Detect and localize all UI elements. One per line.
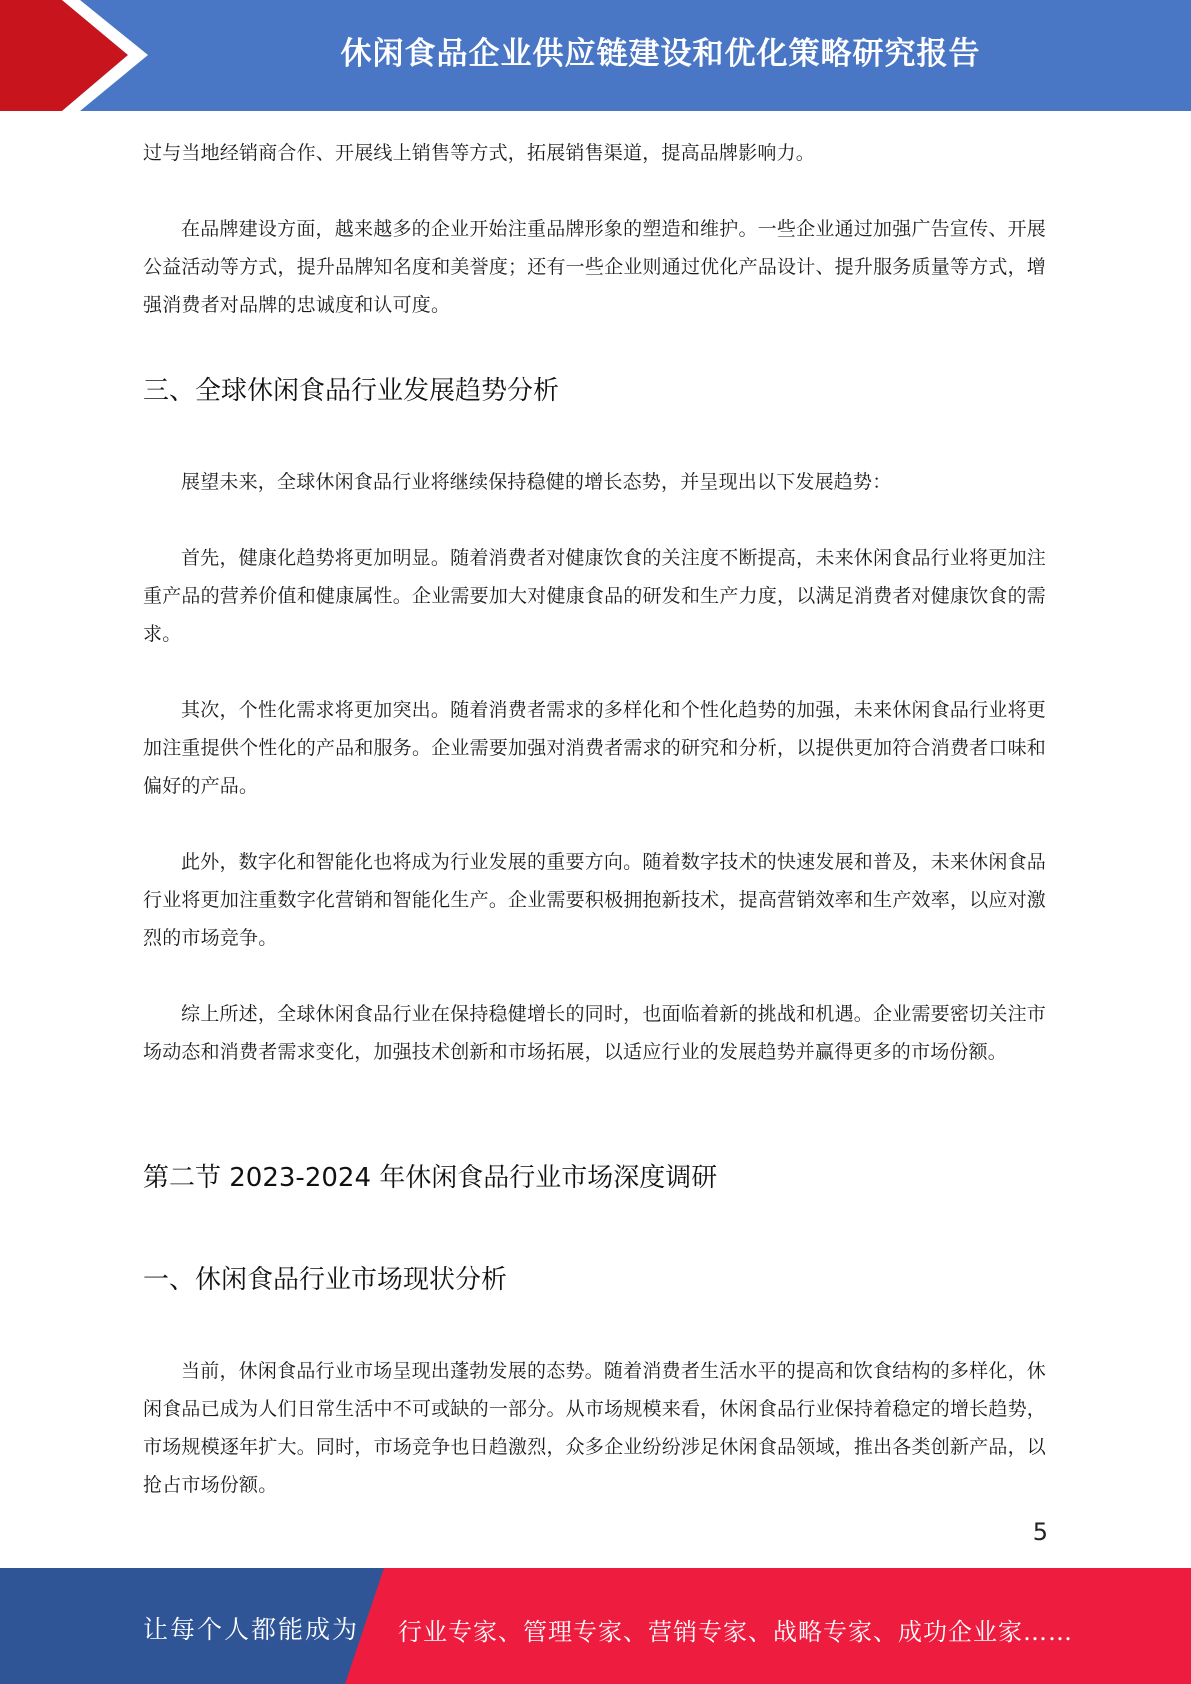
report-title: 休闲食品企业供应链建设和优化策略研究报告: [340, 36, 981, 72]
paragraph-continuation: 过与当地经销商合作、开展线上销售等方式，拓展销售渠道，提高品牌影响力。: [143, 142, 816, 164]
paragraph-market-status: 当前，休闲食品行业市场呈现出蓬勃发展的态势。随着消费者生活水平的提高和饮食结构的多样化，休闲食品已成为人们日常生活中不可或缺的一部分。从市场规模来看，休闲食品行业保持着稳定的增长趋势，市场规模逐年扩大。同时，市场竞争也日趋激烈，众多企业纷纷涉足休闲食品领域，推出各类创新产品，以抢占市场份额。: [143, 1360, 1046, 1496]
paragraph-brand-building: 在品牌建设方面，越来越多的企业开始注重品牌形象的塑造和维护。一些企业通过加强广告宣传、开展公益活动等方式，提升品牌知名度和美誉度；还有一些企业则通过优化产品设计、提升服务质量等方式，增强消费者对品牌的忠诚度和认可度。: [143, 218, 1046, 316]
paragraph-summary: 综上所述，全球休闲食品行业在保持稳健增长的同时，也面临着新的挑战和机遇。企业需要密切关注市场动态和消费者需求变化，加强技术创新和市场拓展，以适应行业的发展趋势并赢得更多的市场份额。: [143, 1003, 1046, 1063]
page-number: 5: [1032, 1518, 1048, 1546]
footer-slogan-right: 行业专家、管理专家、营销专家、战略专家、成功企业家……: [398, 1618, 1073, 1646]
page-header: [0, 0, 1191, 111]
footer-slogan-left: 让每个人都能成为: [143, 1615, 360, 1644]
paragraph-outlook: 展望未来，全球休闲食品行业将继续保持稳健的增长态势，并呈现出以下发展趋势：: [181, 471, 892, 493]
paragraph-health-trend: 首先，健康化趋势将更加明显。随着消费者对健康饮食的关注度不断提高，未来休闲食品行业将更加注重产品的营养价值和健康属性。企业需要加大对健康食品的研发和生产力度，以满足消费者对健康饮食的需求。: [143, 547, 1046, 645]
section-title: 第二节 2023-2024 年休闲食品行业市场深度调研: [143, 1163, 718, 1193]
heading-market-status: 一、休闲食品行业市场现状分析: [143, 1265, 508, 1295]
paragraph-personalization-trend: 其次，个性化需求将更加突出。随着消费者需求的多样化和个性化趋势的加强，未来休闲食品行业将更加注重提供个性化的产品和服务。企业需要加强对消费者需求的研究和分析，以提供更加符合消费者口味和偏好的产品。: [143, 699, 1046, 797]
paragraph-digital-trend: 此外，数字化和智能化也将成为行业发展的重要方向。随着数字技术的快速发展和普及，未来休闲食品行业将更加注重数字化营销和智能化生产。企业需要积极拥抱新技术，提高营销效率和生产效率，以应对激烈的市场竞争。: [143, 851, 1046, 949]
heading-global-trends: 三、全球休闲食品行业发展趋势分析: [143, 376, 560, 406]
page-footer: [0, 1568, 1191, 1684]
